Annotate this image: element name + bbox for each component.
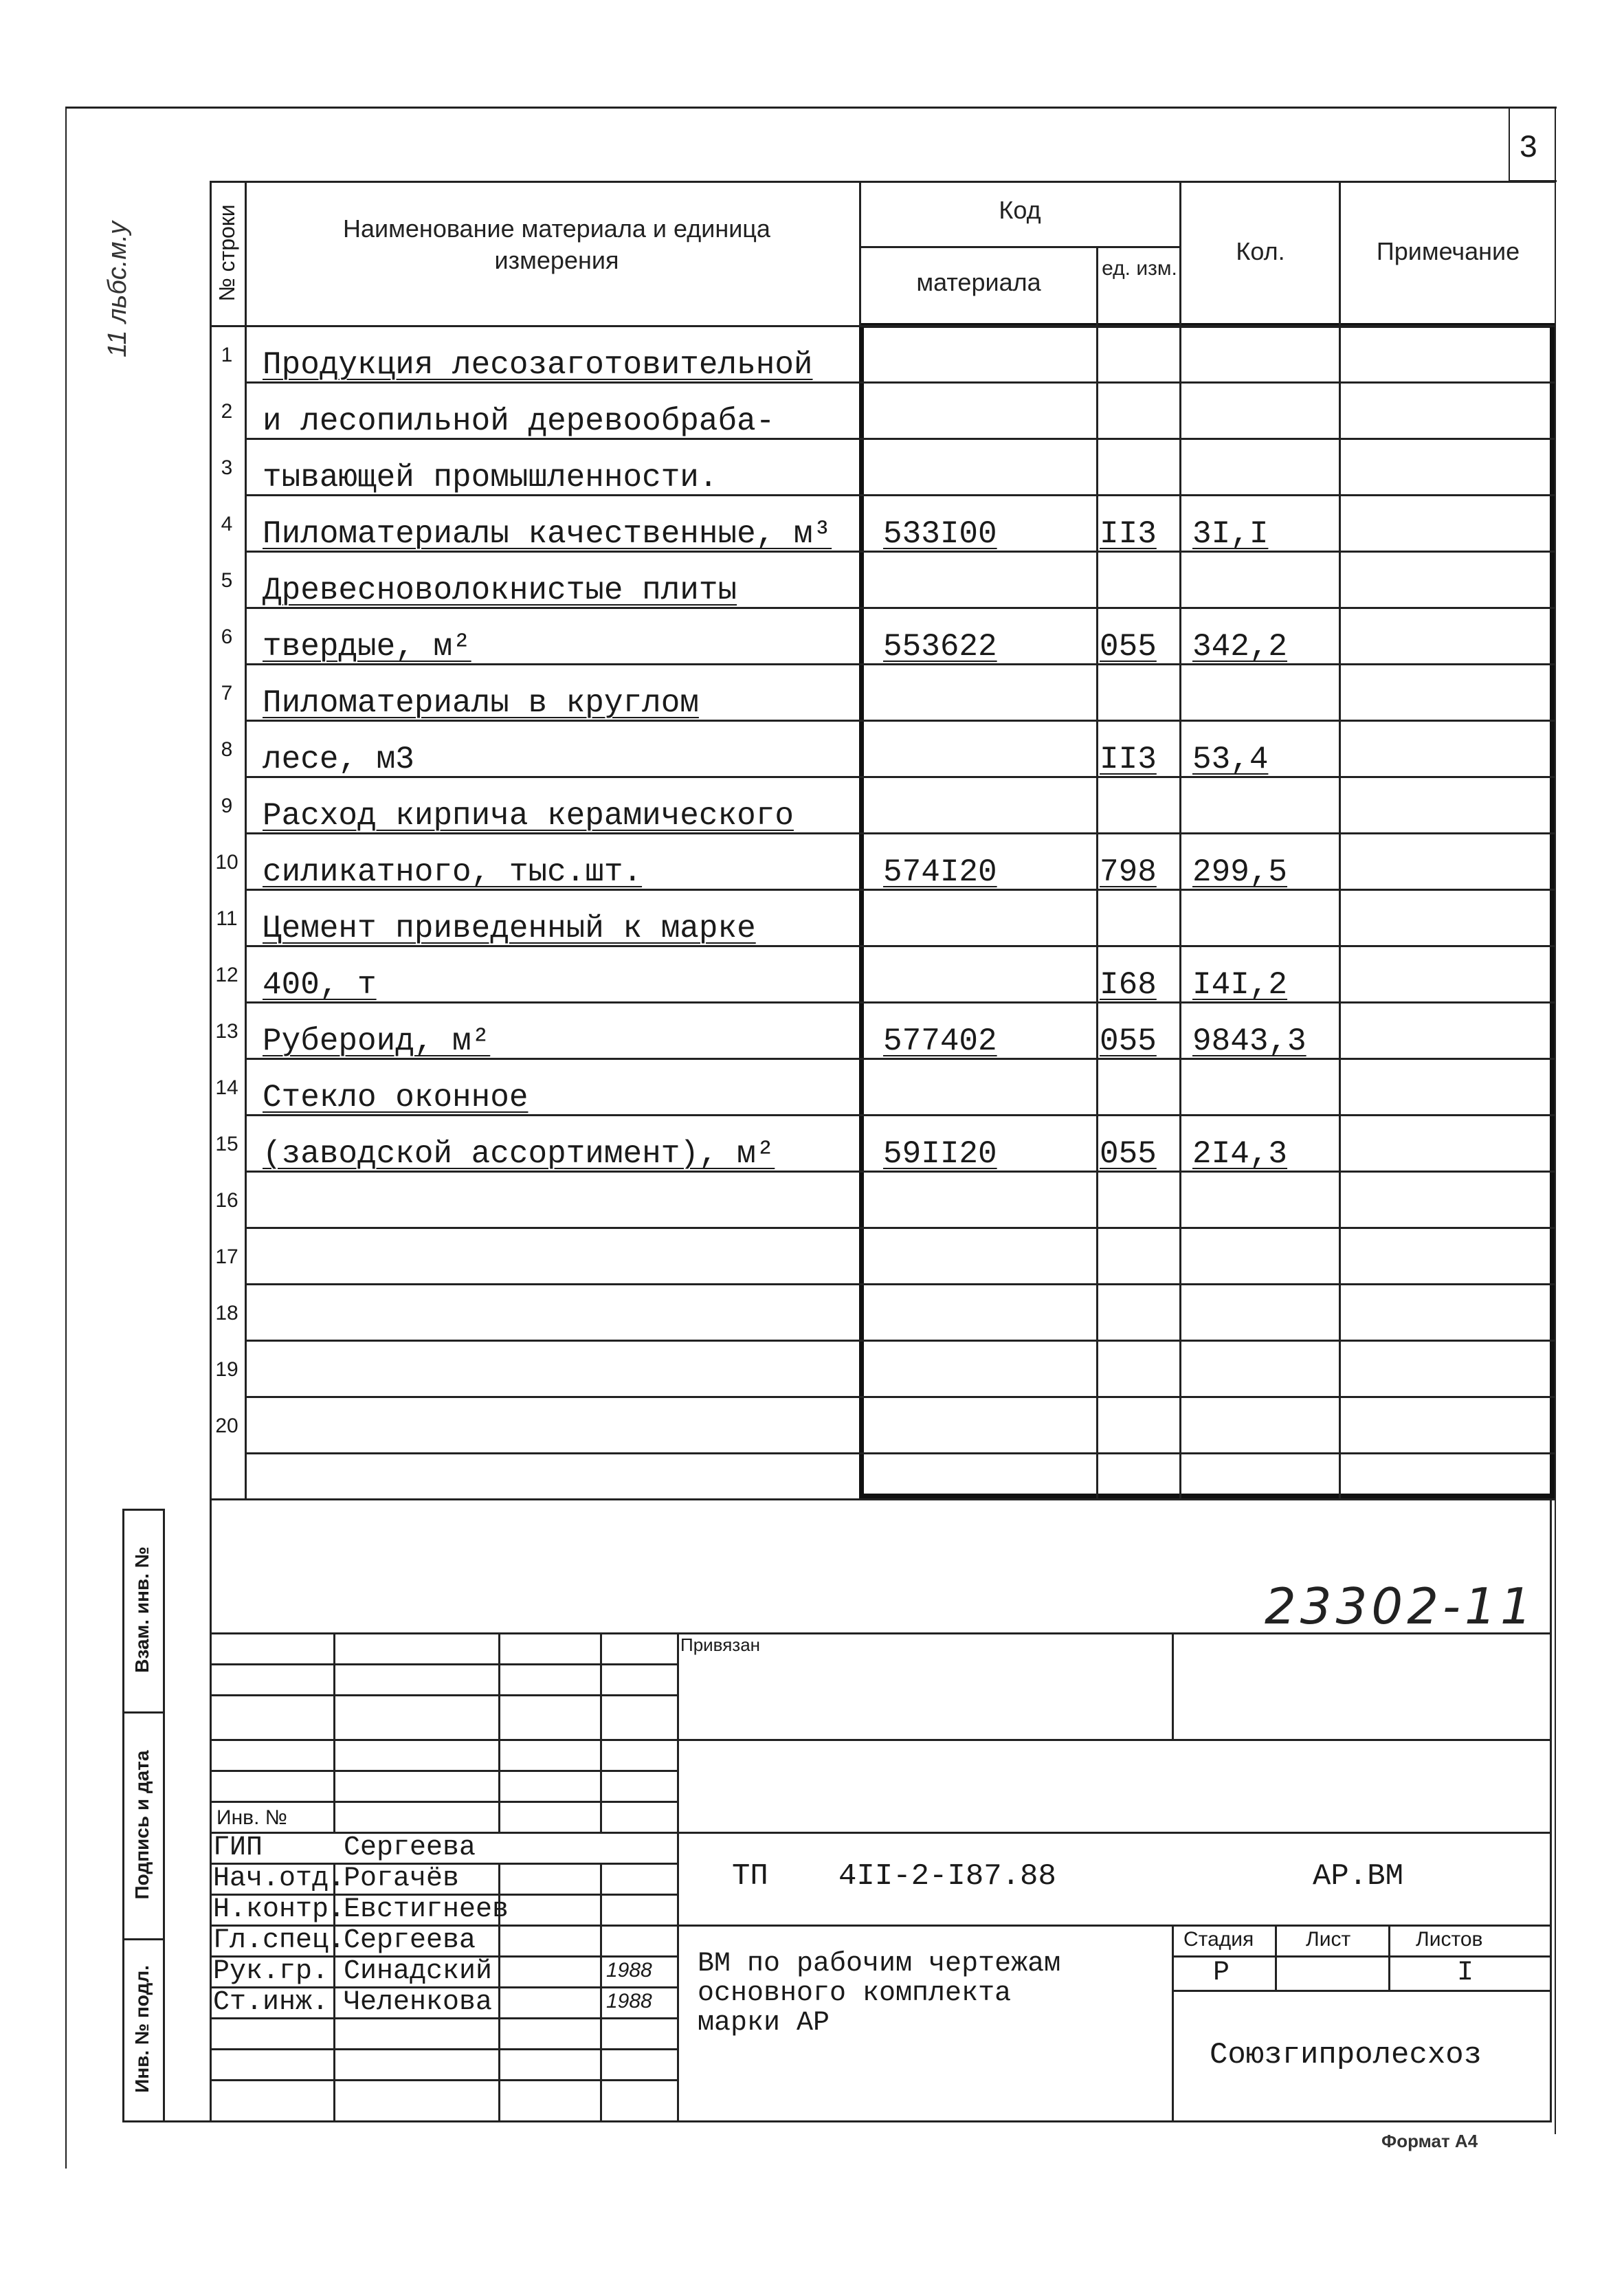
staff-role: Рук.гр. [213,1956,329,1987]
row-code: 533I00 [883,516,997,552]
row-name: силикатного, тыс.шт. [263,854,643,890]
tp-label: ТП [732,1859,768,1894]
row-number: 15 [215,1133,238,1155]
row-qty: 2I4,3 [1192,1136,1288,1172]
row-unit: 055 [1100,629,1157,665]
staff-name: Челенкова [344,1987,493,2018]
row-name: тывающей промышленности. [263,460,718,496]
project-number: 4II-2-I87.88 [838,1859,1056,1894]
signature-date: 1988 [606,1990,652,2013]
row-number: 6 [221,625,233,648]
description-line: марки АР [698,2008,830,2039]
staff-name: Синадский [344,1956,493,1987]
staff-role: ГИП [213,1832,263,1863]
row-number: 18 [215,1302,238,1324]
staff-role: Н.контр. [213,1894,346,1925]
row-code: 59II20 [883,1136,997,1172]
row-name: твердые, м² [263,629,471,665]
row-number: 9 [221,795,233,817]
description-line: основного комплекта [698,1978,1012,2009]
row-number: 4 [221,513,233,535]
row-number: 5 [221,569,233,592]
row-unit: 055 [1100,1023,1157,1059]
row-qty: 53,4 [1192,742,1269,777]
row-qty: 9843,3 [1192,1023,1306,1059]
row-name: Цемент приведенный к марке [263,911,756,946]
row-code: 553622 [883,629,997,665]
sheets-value: I [1457,1958,1474,1988]
row-name: (заводской ассортимент), м² [263,1136,775,1172]
row-number: 14 [215,1076,238,1099]
header-qty: Кол. [1236,237,1285,265]
side-label-inv-podl: Инв. № подл. [131,1965,153,2093]
row-number: 12 [215,964,238,986]
stage-value: Р [1213,1958,1230,1988]
row-number: 19 [215,1358,238,1381]
signature-date: 1988 [606,1959,652,1982]
staff-role: Гл.спец. [213,1925,346,1956]
page-number: 3 [1519,131,1538,166]
staff-name: Сергеева [344,1925,476,1956]
staff-name: Рогачёв [344,1863,460,1894]
row-unit: I68 [1100,967,1157,1003]
privyazan-label: Привязан [680,1634,761,1655]
row-qty: 3I,I [1192,516,1269,552]
row-code: 574I20 [883,854,997,890]
row-name: Пиломатериалы в круглом [263,685,699,721]
staff-name: Сергеева [344,1832,476,1863]
row-number: 11 [216,907,238,930]
row-qty: 342,2 [1192,629,1288,665]
row-name: Расход кирпича керамического [263,798,794,834]
header-code: Код [999,196,1041,224]
row-name: 400, т [263,967,377,1003]
stage-label: Стадия [1183,1928,1254,1951]
header-note: Примечание [1376,237,1520,265]
format-label: Формат А4 [1381,2131,1478,2151]
row-number: 16 [215,1189,238,1212]
staff-role: Нач.отд. [213,1863,346,1894]
description-line: ВМ по рабочим чертежам [698,1949,1061,1980]
row-name: лесе, м3 [263,742,414,777]
row-number: 20 [215,1415,238,1437]
side-label-podpis: Подпись и дата [131,1750,153,1900]
row-name: и лесопильной деревообраба- [263,403,775,439]
row-name: Стекло оконное [263,1080,529,1116]
row-number: 10 [215,851,238,874]
header-code-material: материала [916,268,1041,296]
row-qty: I4I,2 [1192,967,1288,1003]
handwritten-doc-number: 23302-11 [1265,1577,1536,1635]
header-code-unit: ед. изм. [1102,257,1177,280]
organization-name: Союзгипролесхоз [1210,2038,1482,2072]
side-label-vzam: Взам. инв. № [131,1546,153,1673]
left-margin-stamp: 11 льбс.м.у [103,221,132,357]
row-name: Пиломатериалы качественные, м³ [263,516,832,552]
row-code: 577402 [883,1023,997,1059]
mark-code: АР.ВМ [1313,1859,1404,1894]
row-number: 17 [215,1245,238,1268]
row-number: 7 [221,682,233,705]
staff-name: Евстигнеев [344,1894,509,1925]
row-qty: 299,5 [1192,854,1288,890]
row-unit: 055 [1100,1136,1157,1172]
sheet-label: Лист [1306,1928,1351,1951]
row-number: 2 [221,400,233,423]
staff-role: Ст.инж. [213,1987,329,2018]
row-number: 3 [221,456,233,479]
header-row-number: № строки [214,204,239,302]
row-name: Древесноволокнистые плиты [263,573,737,608]
sheets-label: Листов [1416,1928,1483,1951]
inv-no-label: Инв. № [216,1806,287,1829]
row-unit: II3 [1100,516,1157,552]
row-number: 1 [221,344,233,366]
row-number: 13 [215,1020,238,1043]
header-name: Наименование материала и единица измерения [343,214,770,274]
row-name: Рубероид, м² [263,1023,491,1059]
row-name: Продукция лесозаготовительной [263,347,813,383]
row-unit: II3 [1100,742,1157,777]
row-unit: 798 [1100,854,1157,890]
row-number: 8 [221,738,233,761]
